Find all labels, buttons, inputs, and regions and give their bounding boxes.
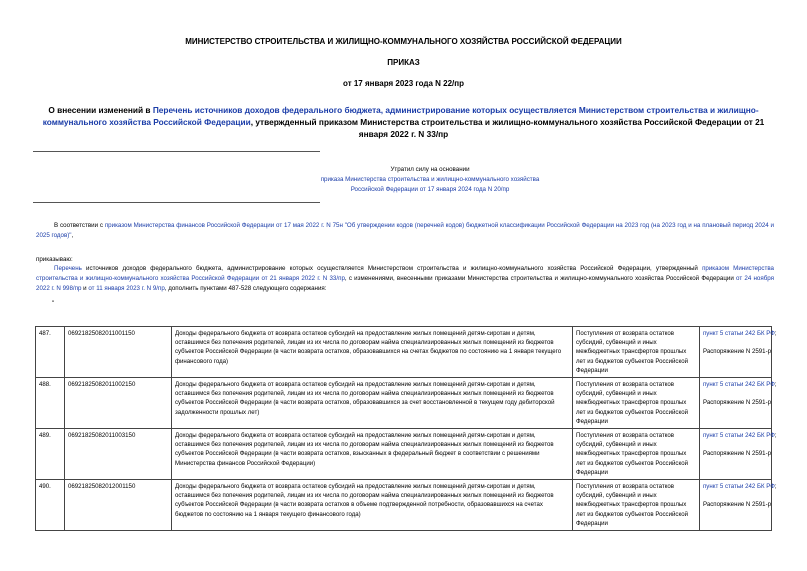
law-link-article[interactable]: пункт 5 статьи 242 (703, 330, 756, 337)
subject-prefix: О внесении изменений в (48, 105, 153, 115)
law-separator: ; (774, 381, 777, 389)
row-legal-basis (700, 378, 777, 429)
lost-force-link-line2[interactable]: приказа Министерства строительства и жилищно-коммунального хозяйства (320, 176, 540, 183)
p3-link-order-998[interactable]: от 24 ноября 2022 г. N 998/пр (36, 275, 774, 292)
law-link-code[interactable]: БК РФ (756, 483, 775, 491)
lost-force-link-line3[interactable]: Российской Федерации от 17 января 2024 года N 20/пр (350, 186, 510, 193)
divider-bottom (33, 202, 320, 203)
table-row (36, 429, 772, 480)
document-subject (30, 104, 777, 140)
row-number: 488. (36, 378, 65, 429)
row-number: 490. (36, 480, 65, 531)
p3-text4: , дополнить пунктами 487-528 следующего содержания: (164, 285, 327, 292)
p3-text3: и (81, 285, 89, 292)
subject-suffix: , утвержденный приказом Министерства строительства и жилищно-коммунального хозяйства Российской Федерации от 21 января 2022 г. N 33/пр (250, 117, 765, 139)
doc-type: ПРИКАЗ (387, 58, 420, 67)
row-number: 489. (36, 429, 65, 480)
law-order: Распоряжение N 2591-р (703, 501, 771, 509)
row-income-name: Поступления от возврата остатков субсидий, субвенций и иных межбюджетных трансфертов прошлых лет из бюджетов субъектов Российской Федерации (573, 327, 700, 378)
law-order: Распоряжение N 2591-р (703, 450, 771, 458)
row-description: Доходы федерального бюджета от возврата остатков субсидий на предоставление жилых помещений детям-сиротам и детям, оставшимся без попечения родителей, лицам из их числа по договорам найма специализированных жилых помещений из бюджетов субъектов Российской Федерации (в части возврата остатков, образовавшихся на счетах бюджетов по состоянию на 1 января текущего финансового года) (172, 327, 573, 378)
row-number: 487. (36, 327, 65, 378)
p1-suffix: , (71, 232, 74, 239)
p1-link-minfin-order[interactable]: приказом Министерства финансов Российской Федерации от 17 мая 2022 г. N 75н "Об утверждении кодов (перечней кодов) бюджетной классификации Российской Федерации на 2023 год (на 2023 год и на плановый период 2024 и 2025 годов)" (36, 222, 774, 239)
divider-top (33, 151, 320, 152)
law-separator: ; (774, 330, 777, 337)
law-link-article[interactable]: пункт 5 статьи 242 (703, 483, 756, 491)
row-description: Доходы федерального бюджета от возврата остатков субсидий на предоставление жилых помещений детям-сиротам и детям, оставшимся без попечения родителей, лицам из их числа по договорам найма специализированных жилых помещений из бюджетов субъектов Российской Федерации (в части возврата остатков, образовавшихся за счет восстановленной в текущем году дебиторской задолженности прошлых лет) (172, 378, 573, 429)
law-link-code[interactable]: БК РФ (756, 330, 775, 337)
p3-text1: источников доходов федерального бюджета, администрирование которых осуществляется Министерством строительства и жилищно-коммунального хозяйства Российской Федерации, утвержденный (81, 265, 703, 272)
main-paragraph (36, 264, 774, 294)
subject-link[interactable]: Перечень источников доходов федерального бюджета, администрирование которых осуществляется Министерством строительства и жилищно-коммунального хозяйства Российской Федерации (42, 105, 759, 127)
preamble-paragraph (36, 221, 774, 241)
table-row (36, 378, 772, 429)
row-code: 06921825082011002150 (65, 378, 172, 429)
law-separator: ; (774, 432, 777, 440)
row-description: Доходы федерального бюджета от возврата остатков субсидий на предоставление жилых помещений детям-сиротам и детям, оставшимся без попечения родителей, лицам из их числа по договорам найма специализированных жилых помещений из бюджетов субъектов Российской Федерации (в части возврата остатков, взысканных в федеральный бюджет в соответствии с решениями Министерства финансов Российской Федерации) (172, 429, 573, 480)
law-link-article[interactable]: пункт 5 статьи 242 (703, 432, 756, 440)
income-sources-table (35, 326, 777, 531)
opening-quote: " (52, 300, 55, 307)
row-income-name: Поступления от возврата остатков субсидий, субвенций и иных межбюджетных трансфертов прошлых лет из бюджетов субъектов Российской Федерации (573, 378, 700, 429)
law-order: Распоряжение N 2591-р (703, 399, 771, 407)
law-link-code[interactable]: БК РФ (756, 381, 775, 389)
law-order: Распоряжение N 2591-р (703, 348, 771, 356)
row-income-name: Поступления от возврата остатков субсидий, субвенций и иных межбюджетных трансфертов прошлых лет из бюджетов субъектов Российской Федерации (573, 480, 700, 531)
law-link-article[interactable]: пункт 5 статьи 242 (703, 381, 756, 389)
table-row (36, 327, 772, 378)
row-income-name: Поступления от возврата остатков субсидий, субвенций и иных межбюджетных трансфертов прошлых лет из бюджетов субъектов Российской Федерации (573, 429, 700, 480)
p3-link-list[interactable]: Перечень (54, 265, 82, 272)
p1-prefix: В соответствии с (54, 222, 105, 229)
row-code: 06921825082012001150 (65, 480, 172, 531)
row-legal-basis (700, 480, 777, 531)
p3-link-order-9[interactable]: от 11 января 2023 г. N 9/пр (88, 285, 165, 292)
row-code: 06921825082011001150 (65, 327, 172, 378)
ministry-title: МИНИСТЕРСТВО СТРОИТЕЛЬСТВА И ЖИЛИЩНО-КОММУНАЛЬНОГО ХОЗЯЙСТВА РОССИЙСКОЙ ФЕДЕРАЦИИ (185, 37, 622, 46)
lost-force-note (300, 165, 560, 195)
law-link-code[interactable]: БК РФ (756, 432, 775, 440)
row-code: 06921825082011003150 (65, 429, 172, 480)
table-row (36, 480, 772, 531)
lost-force-line1: Утратил силу на основании (390, 166, 470, 173)
doc-date-number: от 17 января 2023 года N 22/пр (343, 79, 464, 88)
law-separator: ; (774, 483, 777, 491)
row-legal-basis (700, 327, 777, 378)
p3-text2: , с изменениями, внесенными приказами Министерства строительства и жилищно-коммунального хозяйства Российской Федерации (344, 275, 737, 282)
row-description: Доходы федерального бюджета от возврата остатков субсидий на предоставление жилых помещений детям-сиротам и детям, оставшимся без попечения родителей, лицам из их числа по договорам найма специализированных жилых помещений из бюджетов субъектов Российской Федерации (в части возврата остатков в объеме подтвержденной потребности, образовавшихся на счетах бюджетов по состоянию на 1 января текущего финансового года) (172, 480, 573, 531)
order-word: приказываю: (36, 256, 73, 263)
row-legal-basis (700, 429, 777, 480)
p3-link-order-33[interactable]: приказом Министерства строительства и жилищно-коммунального хозяйства Российской Федерации от 21 января 2022 г. N 33/пр (36, 265, 774, 282)
